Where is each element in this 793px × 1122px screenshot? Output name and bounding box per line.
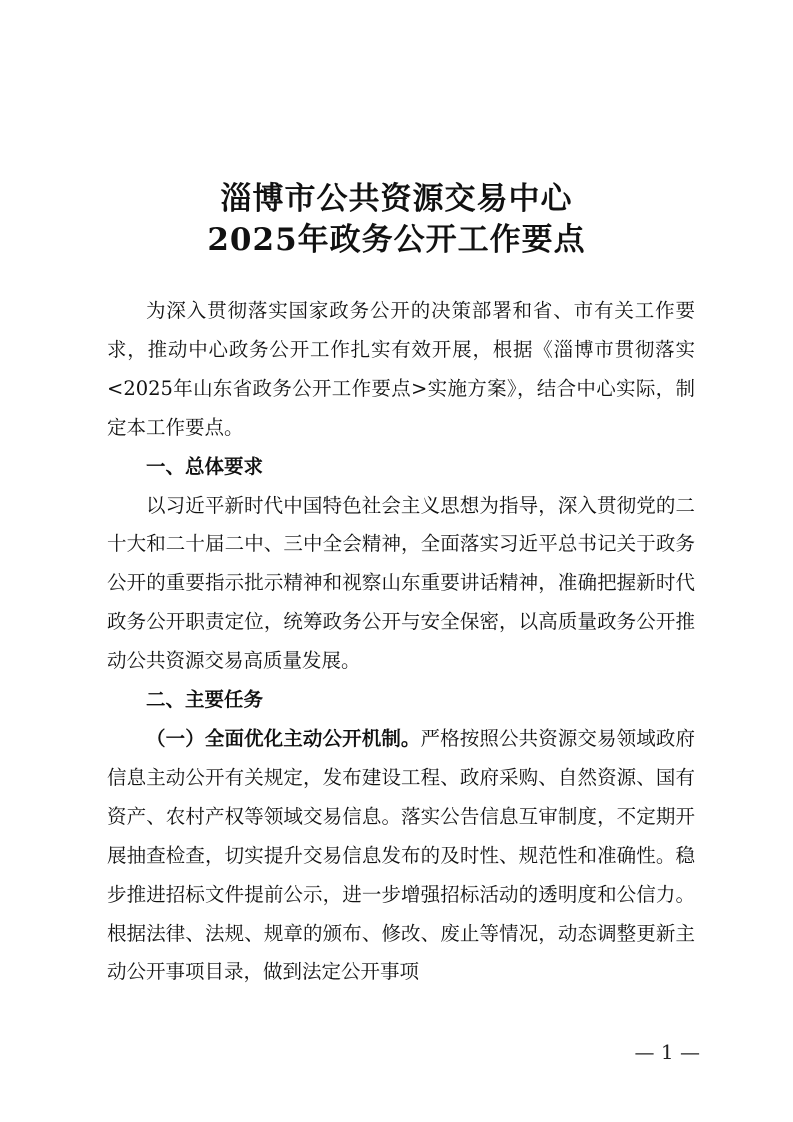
task1-lead: （一）全面优化主动公开机制。 [146, 726, 421, 750]
document-title-line2: 2025年政务公开工作要点 [207, 222, 586, 258]
task1-paragraph [107, 720, 695, 992]
intro-paragraph: 为深入贯彻落实国家政务公开的决策部署和省、市有关工作要求，推动中心政务公开工作扎实有效开展，根据《淄博市贯彻落实<2025年山东省政务公开工作要点>实施方案》，结合中心实际，制定本工作要点。 [107, 299, 695, 439]
page-number: — 1 — [634, 1040, 700, 1064]
task1-body: 严格按照公共资源交易领域政府信息主动公开有关规定，发布建设工程、政府采购、自然资源、国有资产、农村产权等领域交易信息。落实公告信息互审制度，不定期开展抽查检查，切实提升交易信息发布的及时性、规范性和准确性。稳步推进招标文件提前公示，进一步增强招标活动的透明度和公信力。根据法律、法规、规章的颁布、修改、废止等情况，动态调整更新主动公开事项目录，做到法定公开事项 [107, 726, 695, 984]
section1-heading: 一、总体要求 [146, 454, 264, 478]
document-title-line1: 淄博市公共资源交易中心 [220, 181, 573, 217]
section2-heading: 二、主要任务 [146, 688, 264, 712]
document-body [107, 292, 695, 992]
section1-paragraph: 以习近平新时代中国特色社会主义思想为指导，深入贯彻党的二十大和二十届二中、三中全会精神，全面落实习近平总书记关于政务公开的重要指示批示精神和视察山东重要讲话精神，准确把握新时代政务公开职责定位，统筹政务公开与安全保密，以高质量政务公开推动公共资源交易高质量发展。 [107, 493, 695, 673]
